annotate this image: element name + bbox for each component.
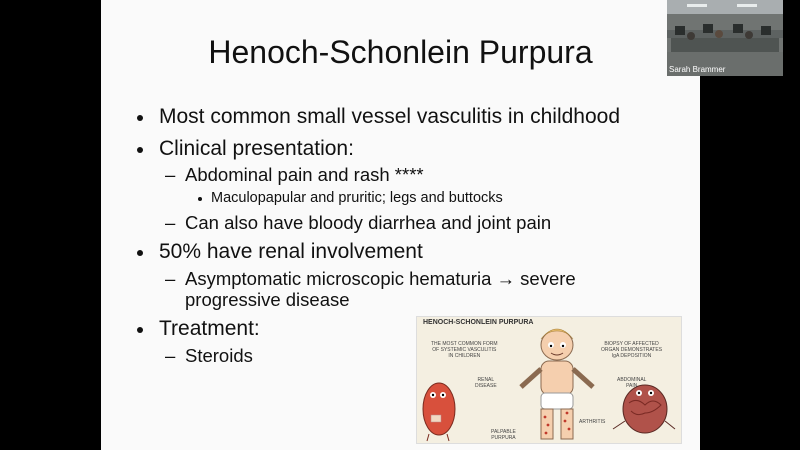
bullet-dot — [198, 197, 202, 201]
bullet-3: 50% have renal involvement — [159, 240, 423, 263]
bullet-3-1-text-end: severe — [520, 268, 576, 289]
dash: – — [165, 345, 176, 366]
bullet-3-1 — [185, 268, 576, 290]
illustration-note-left: THE MOST COMMON FORM OF SYSTEMIC VASCULITIS IN CHILDREN — [431, 341, 498, 359]
hsp-illustration — [416, 316, 682, 444]
label-palpable: PALPABLE PURPURA — [491, 429, 516, 441]
bullet-4: Treatment: — [159, 317, 260, 340]
dash: – — [165, 268, 176, 289]
label-renal: RENAL DISEASE — [475, 377, 497, 389]
illustration-note-right: BIOPSY OF AFFECTED ORGAN DEMONSTRATES IgA DEPOSITION — [601, 341, 663, 359]
label-arthritis: ARTHRITIS — [579, 419, 606, 425]
bullet-2-1-1: Maculopapular and pruritic; legs and buttocks — [211, 190, 503, 206]
slide-title: Henoch-Schonlein Purpura — [208, 34, 593, 70]
arrow-right-icon: → — [496, 268, 516, 289]
participant-video[interactable] — [667, 0, 783, 76]
bullet-dot — [137, 250, 143, 256]
bullet-2: Clinical presentation: — [159, 137, 354, 160]
illustration-header: HENOCH-SCHONLEIN PURPURA — [423, 319, 534, 326]
bullet-1: Most common small vessel vasculitis in childhood — [159, 105, 621, 128]
bullet-4-1: Steroids — [185, 345, 253, 366]
bullet-dot — [137, 327, 143, 333]
dash: – — [165, 164, 176, 185]
dash: – — [165, 212, 176, 233]
bullet-dot — [137, 147, 143, 153]
bullet-2-1: Abdominal pain and rash **** — [185, 164, 424, 185]
participant-name: Sarah Brammer — [669, 65, 726, 74]
bullet-3-1-text: Asymptomatic microscopic hematuria — [185, 268, 492, 289]
bullet-dot — [137, 115, 143, 121]
label-abdominal: ABDOMINAL PAIN — [617, 377, 647, 389]
bullet-3-1-continued: progressive disease — [185, 289, 350, 310]
bullet-2-2: Can also have bloody diarrhea and joint pain — [185, 212, 552, 233]
